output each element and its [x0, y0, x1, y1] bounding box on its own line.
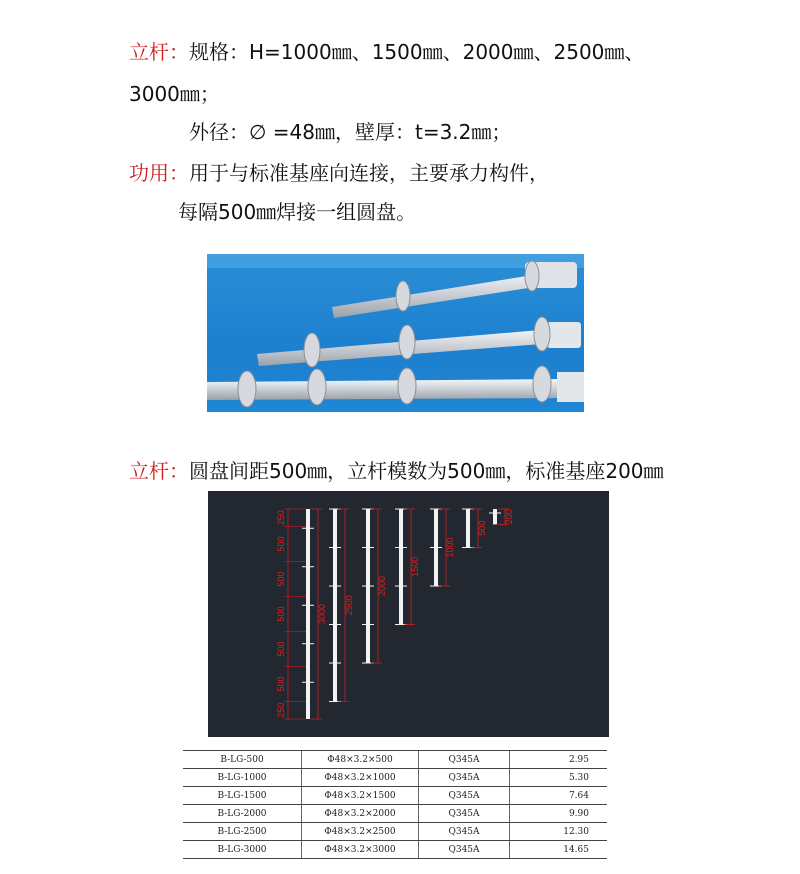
material-cell: Q345A: [419, 769, 510, 787]
spec-line-1: [129, 39, 644, 65]
section2-line: [129, 458, 664, 484]
left-dim-label: 500: [276, 571, 286, 587]
left-dim-label: 250: [276, 510, 286, 526]
dim-label-2000: 2000: [377, 575, 387, 597]
size-cell: Φ48×3.2×1500: [302, 787, 419, 805]
pole-bar-200: [493, 509, 497, 524]
weight-cell: 9.90: [510, 805, 608, 823]
left-dim-label: 250: [276, 702, 286, 718]
table-row: [183, 823, 607, 841]
spec-line-3: 外径：∅ =48㎜，壁厚：t=3.2㎜；: [189, 120, 512, 144]
function-line-1: [129, 160, 549, 186]
dim-label-1000: 1000: [445, 537, 455, 558]
weight-cell: 14.65: [510, 841, 608, 859]
function-text: 用于与标准基座向连接，主要承力构件，: [189, 161, 549, 185]
pole-bar-1500: [399, 509, 403, 625]
material-cell: Q345A: [419, 751, 510, 769]
left-dim-label: 500: [276, 676, 286, 692]
spec-line-2: 3000㎜；: [129, 82, 220, 106]
table-row: [183, 805, 607, 823]
dim-label-500: 500: [477, 520, 487, 536]
model-cell: B-LG-3000: [183, 841, 302, 859]
size-cell: Φ48×3.2×3000: [302, 841, 419, 859]
dim-label-2500: 2500: [344, 595, 354, 616]
section2-label: 立杆：: [129, 459, 189, 483]
function-line-2: 每隔500㎜焊接一组圆盘。: [178, 200, 417, 224]
spec-label: 立杆：: [129, 40, 189, 64]
spec-table: [183, 750, 607, 859]
left-dim-label: 500: [276, 606, 286, 622]
model-cell: B-LG-1000: [183, 769, 302, 787]
material-cell: Q345A: [419, 787, 510, 805]
pole-top: [332, 261, 577, 318]
weight-cell: 12.30: [510, 823, 608, 841]
table-row: [183, 769, 607, 787]
left-dim-label: 500: [276, 536, 286, 552]
poles-illustration: [207, 254, 584, 412]
model-cell: B-LG-500: [183, 751, 302, 769]
size-cell: Φ48×3.2×2500: [302, 823, 419, 841]
material-cell: Q345A: [419, 805, 510, 823]
left-dim-label: 500: [276, 641, 286, 657]
pole-bar-3000: [306, 509, 310, 719]
table-row: [183, 841, 607, 859]
poles-photo: [207, 254, 584, 412]
table-row: [183, 751, 607, 769]
spec-sizes: 规格：H=1000㎜、1500㎜、2000㎜、2500㎜、: [189, 40, 645, 64]
pole-middle: [257, 317, 581, 367]
section2-text: 圆盘间距500㎜，立杆模数为500㎜，标准基座200㎜: [189, 459, 664, 483]
size-cell: Φ48×3.2×1000: [302, 769, 419, 787]
weight-cell: 7.64: [510, 787, 608, 805]
weight-cell: 2.95: [510, 751, 608, 769]
model-cell: B-LG-1500: [183, 787, 302, 805]
cad-drawing: [208, 491, 609, 737]
pole-bar-2500: [333, 509, 337, 702]
weight-cell: 5.30: [510, 769, 608, 787]
material-cell: Q345A: [419, 823, 510, 841]
material-cell: Q345A: [419, 841, 510, 859]
dim-label-200: 200: [504, 509, 514, 525]
cad-svg: [208, 491, 609, 737]
model-cell: B-LG-2000: [183, 805, 302, 823]
size-cell: Φ48×3.2×500: [302, 751, 419, 769]
model-cell: B-LG-2500: [183, 823, 302, 841]
table-row: [183, 787, 607, 805]
function-label: 功用：: [129, 161, 189, 185]
size-cell: Φ48×3.2×2000: [302, 805, 419, 823]
dim-label-1500: 1500: [410, 556, 420, 577]
pole-bottom: [207, 366, 584, 407]
pole-bar-500: [466, 509, 470, 548]
dim-label-3000: 3000: [317, 603, 327, 625]
